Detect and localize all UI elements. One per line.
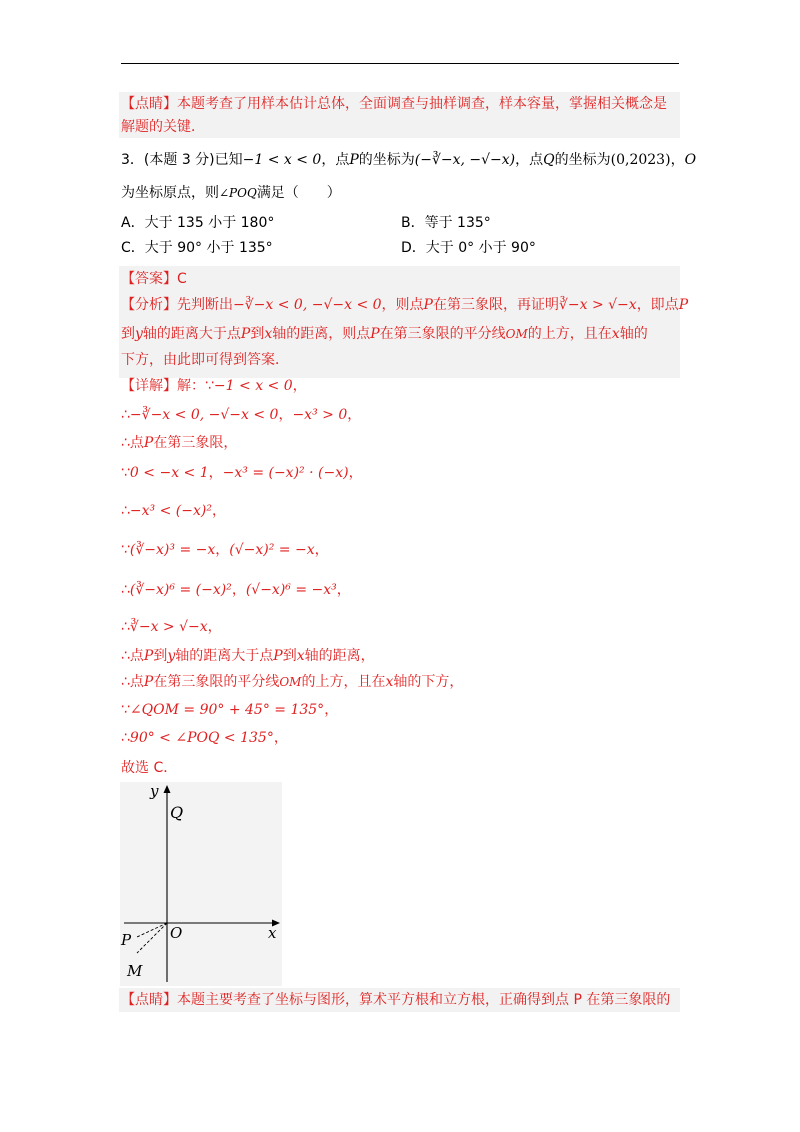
figure-background [120, 782, 282, 986]
label-o: O [170, 924, 183, 942]
detail-line-1: 【详解】解：∵−1 < x < 0， [121, 378, 307, 394]
point-p-coords: (−∛−x, −√−x) [414, 152, 516, 168]
option-b: B．等于 135° [401, 215, 491, 231]
detail-line-6: ∵(∛−x)³ = −x，(√−x)² = −x， [121, 542, 329, 558]
label-p: P [121, 931, 132, 949]
analysis-line-3: 下方，由此即可得到答案． [121, 352, 289, 368]
analysis-line-1: 【分析】先判断出−∛−x < 0, −√−x < 0，则点P在第三象限，再证明∛−x > √−x，即点P [121, 297, 689, 313]
detail-line-12: ∴90° < ∠POQ < 135°， [121, 730, 288, 746]
prev-note-line-1: 【点睛】本题考查了用样本估计总体，全面调查与抽样调查，样本容量，掌握相关概念是 [121, 96, 667, 112]
detail-line-9: ∴点P到y轴的距离大于点P到x轴的距离， [121, 648, 375, 664]
detail-line-4: ∵0 < −x < 1，−x³ = (−x)² · (−x)， [121, 465, 363, 481]
detail-line-11: ∵∠QOM = 90° + 45° = 135°， [121, 702, 339, 718]
question-line-2: 为坐标原点，则∠POQ满足（ ） [121, 185, 341, 201]
detail-line-13: 故选 C． [121, 760, 178, 776]
answer-line: 【答案】C [121, 271, 187, 287]
prev-note-line-2: 解题的关键． [121, 119, 205, 135]
detail-line-8: ∴∛−x > √−x， [121, 619, 222, 635]
point-q-coords: (0,2023) [610, 152, 671, 168]
detail-line-2: ∴−∛−x < 0, −√−x < 0，−x³ > 0， [121, 407, 362, 423]
coordinate-figure [120, 782, 282, 986]
option-d: D．大于 0° 小于 90° [401, 240, 536, 256]
detail-line-3: ∴点P在第三象限， [121, 435, 238, 451]
option-a: A．大于 135 小于 180° [121, 215, 275, 231]
angle-poq: ∠POQ [219, 186, 257, 200]
detail-line-7: ∴(∛−x)⁶ = (−x)²，(√−x)⁶ = −x³， [121, 582, 351, 598]
detail-line-5: ∴−x³ < (−x)²， [121, 503, 226, 519]
question-line-1: 3．(本题 3 分)已知−1 < x < 0，点P的坐标为(−∛−x, −√−x)，点Q的坐标为(0,2023)，O [121, 152, 697, 168]
condition-math: −1 < x < 0 [242, 152, 322, 168]
option-c: C．大于 90° 小于 135° [121, 240, 273, 256]
label-y: y [150, 782, 159, 800]
label-x: x [268, 924, 277, 942]
label-q: Q [170, 803, 184, 822]
note-line: 【点睛】本题主要考查了坐标与图形，算术平方根和立方根，正确得到点 P 在第三象限的 [121, 992, 671, 1008]
analysis-line-2: 到y轴的距离大于点P到x轴的距离，则点P在第三象限的平分线OM的上方，且在x轴的 [121, 326, 648, 342]
detail-line-10: ∴点P在第三象限的平分线OM的上方，且在x轴的下方， [121, 674, 464, 690]
label-m: M [127, 962, 143, 980]
header-rule [121, 63, 679, 64]
